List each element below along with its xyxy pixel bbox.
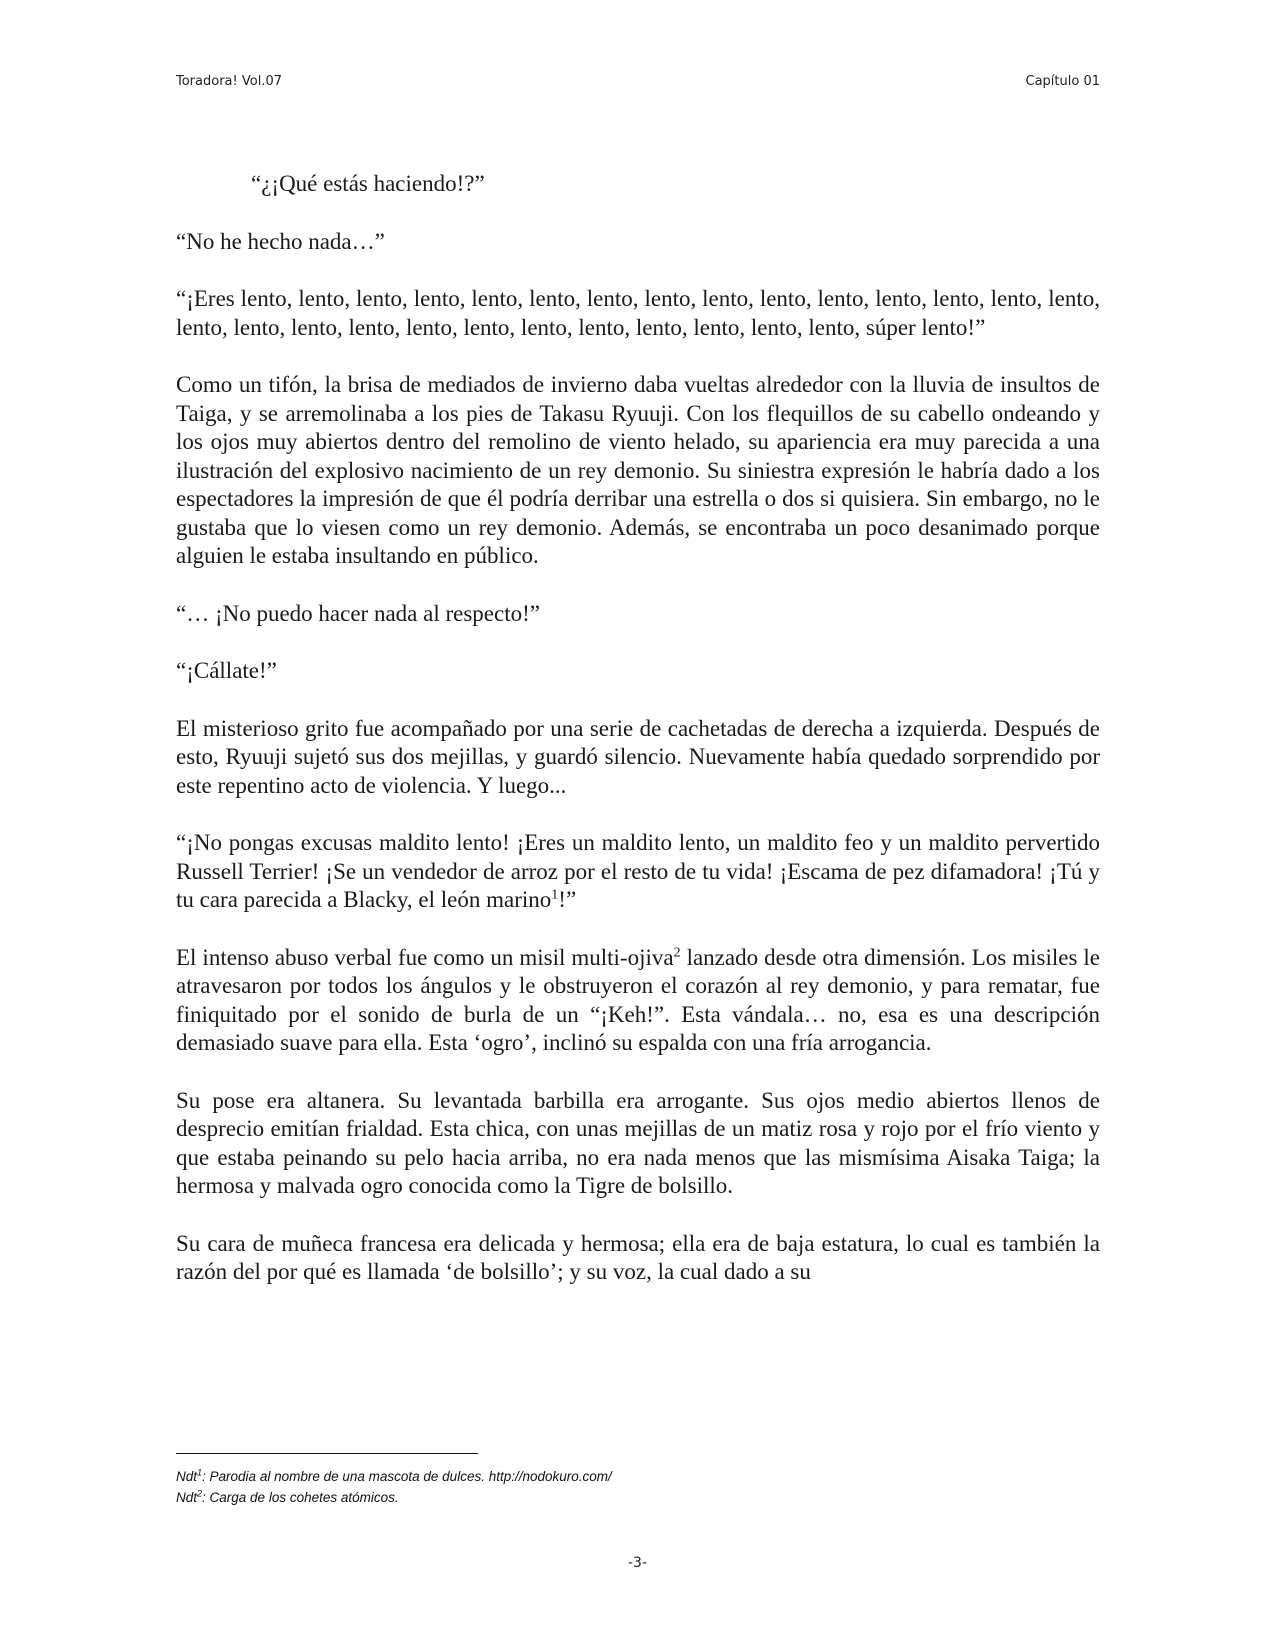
- body-text: [176, 170, 1100, 1316]
- paragraph-9-text-a: El intenso abuso verbal fue como un misil multi-ojiva: [176, 944, 674, 970]
- footnote-2-label: Ndt: [176, 1490, 198, 1505]
- footnote-1-text: : Parodia al nombre de una mascota de dulces. http://nodokuro.com/: [202, 1469, 612, 1484]
- footnote-ref-2: 2: [673, 944, 681, 960]
- paragraph-10: Su pose era altanera. Su levantada barbilla era arrogante. Sus ojos medio abiertos llenos de desprecio emitían frialdad. Esta chica, con unas mejillas de un matiz rosa y rojo por el frío viento y que estaba peinando su pelo hacia arriba, no era nada menos que las mismísima Aisaka Taiga; la hermosa y malvada ogro conocida como la Tigre de bolsillo.: [176, 1087, 1100, 1198]
- footnote-1-number: 1: [197, 1467, 203, 1478]
- footnote-2-text: : Carga de los cohetes atómicos.: [202, 1490, 399, 1505]
- page-header: [176, 74, 1100, 96]
- footnotes: [176, 1466, 1100, 1508]
- page-number: -3-: [627, 1555, 647, 1571]
- paragraph-6: “¡Cállate!”: [176, 658, 277, 683]
- paragraph-3: “¡Eres lento, lento, lento, lento, lento, lento, lento, lento, lento, lento, lento, lento, lento, lento, lento, lento, lento, lento, lento, lento, lento, lento, lento, lento, lento, lento, lento, súper lento!”: [176, 286, 1100, 340]
- paragraph-4: Como un tifón, la brisa de mediados de invierno daba vueltas alrededor con la lluvia de insultos de Taiga, y se arremolinaba a los pies de Takasu Ryuuji. Con los flequillos de su cabello ondeando y los ojos muy abiertos dentro del remolino de viento helado, su apariencia era muy parecida a una ilustración del explosivo nacimiento de un rey demonio. Su siniestra expresión le habría dado a los espectadores la impresión de que él podría derribar una estrella o dos si quisiera. Sin embargo, no le gustaba que lo viesen como un rey demonio. Además, se encontraba un poco desanimado porque alguien le estaba insultando en público.: [176, 372, 1100, 568]
- footnote-divider: [176, 1453, 478, 1454]
- paragraph-1: “¿¡Qué estás haciendo!?”: [251, 171, 485, 196]
- header-chapter: Capítulo 01: [1025, 74, 1100, 89]
- paragraph-9-text-b: lanzado desde otra dimensión. Los misiles le atravesaron por todos los ángulos y le obstruyeron el corazón al rey demonio, y para rematar, fue finiquitado por el sonido de burla de un “¡Keh!”. Esta vándala… no, esa es una descripción demasiado suave para ella. Esta ‘ogro’, inclinó su espalda con una fría arrogancia.: [176, 944, 1100, 1055]
- paragraph-5: “… ¡No puedo hacer nada al respecto!”: [176, 600, 540, 626]
- paragraph-8-text-a: “¡No pongas excusas maldito lento! ¡Eres un maldito lento, un maldito feo y un maldito pervertido Russell Terrier! ¡Se un vendedor de arroz por el resto de tu vida! ¡Escama de pez difamadora! ¡Tú y tu cara parecida a Blacky, el león marino: [176, 830, 1100, 912]
- paragraph-2: “No he hecho nada…”: [176, 228, 385, 254]
- footnote-1: [176, 1466, 1100, 1487]
- paragraph-8: [176, 829, 1100, 915]
- footnote-ref-1: 1: [551, 887, 559, 903]
- footnote-2: [176, 1487, 1100, 1508]
- paragraph-11: Su cara de muñeca francesa era delicada y hermosa; ella era de baja estatura, lo cual es también la razón del por qué es llamada ‘de bolsillo’; y su voz, la cual dado a su: [176, 1230, 1100, 1284]
- paragraph-9: [176, 944, 1100, 1058]
- paragraph-8-text-b: !”: [558, 887, 577, 912]
- footnote-2-number: 2: [197, 1488, 203, 1499]
- header-book-title: Toradora! Vol.07: [176, 74, 282, 89]
- paragraph-7: El misterioso grito fue acompañado por una serie de cachetadas de derecha a izquierda. Después de esto, Ryuuji sujetó sus dos mejillas, y guardó silencio. Nuevamente había quedado sorprendido por este repentino acto de violencia. Y luego...: [176, 715, 1100, 798]
- footnote-1-label: Ndt: [176, 1469, 198, 1484]
